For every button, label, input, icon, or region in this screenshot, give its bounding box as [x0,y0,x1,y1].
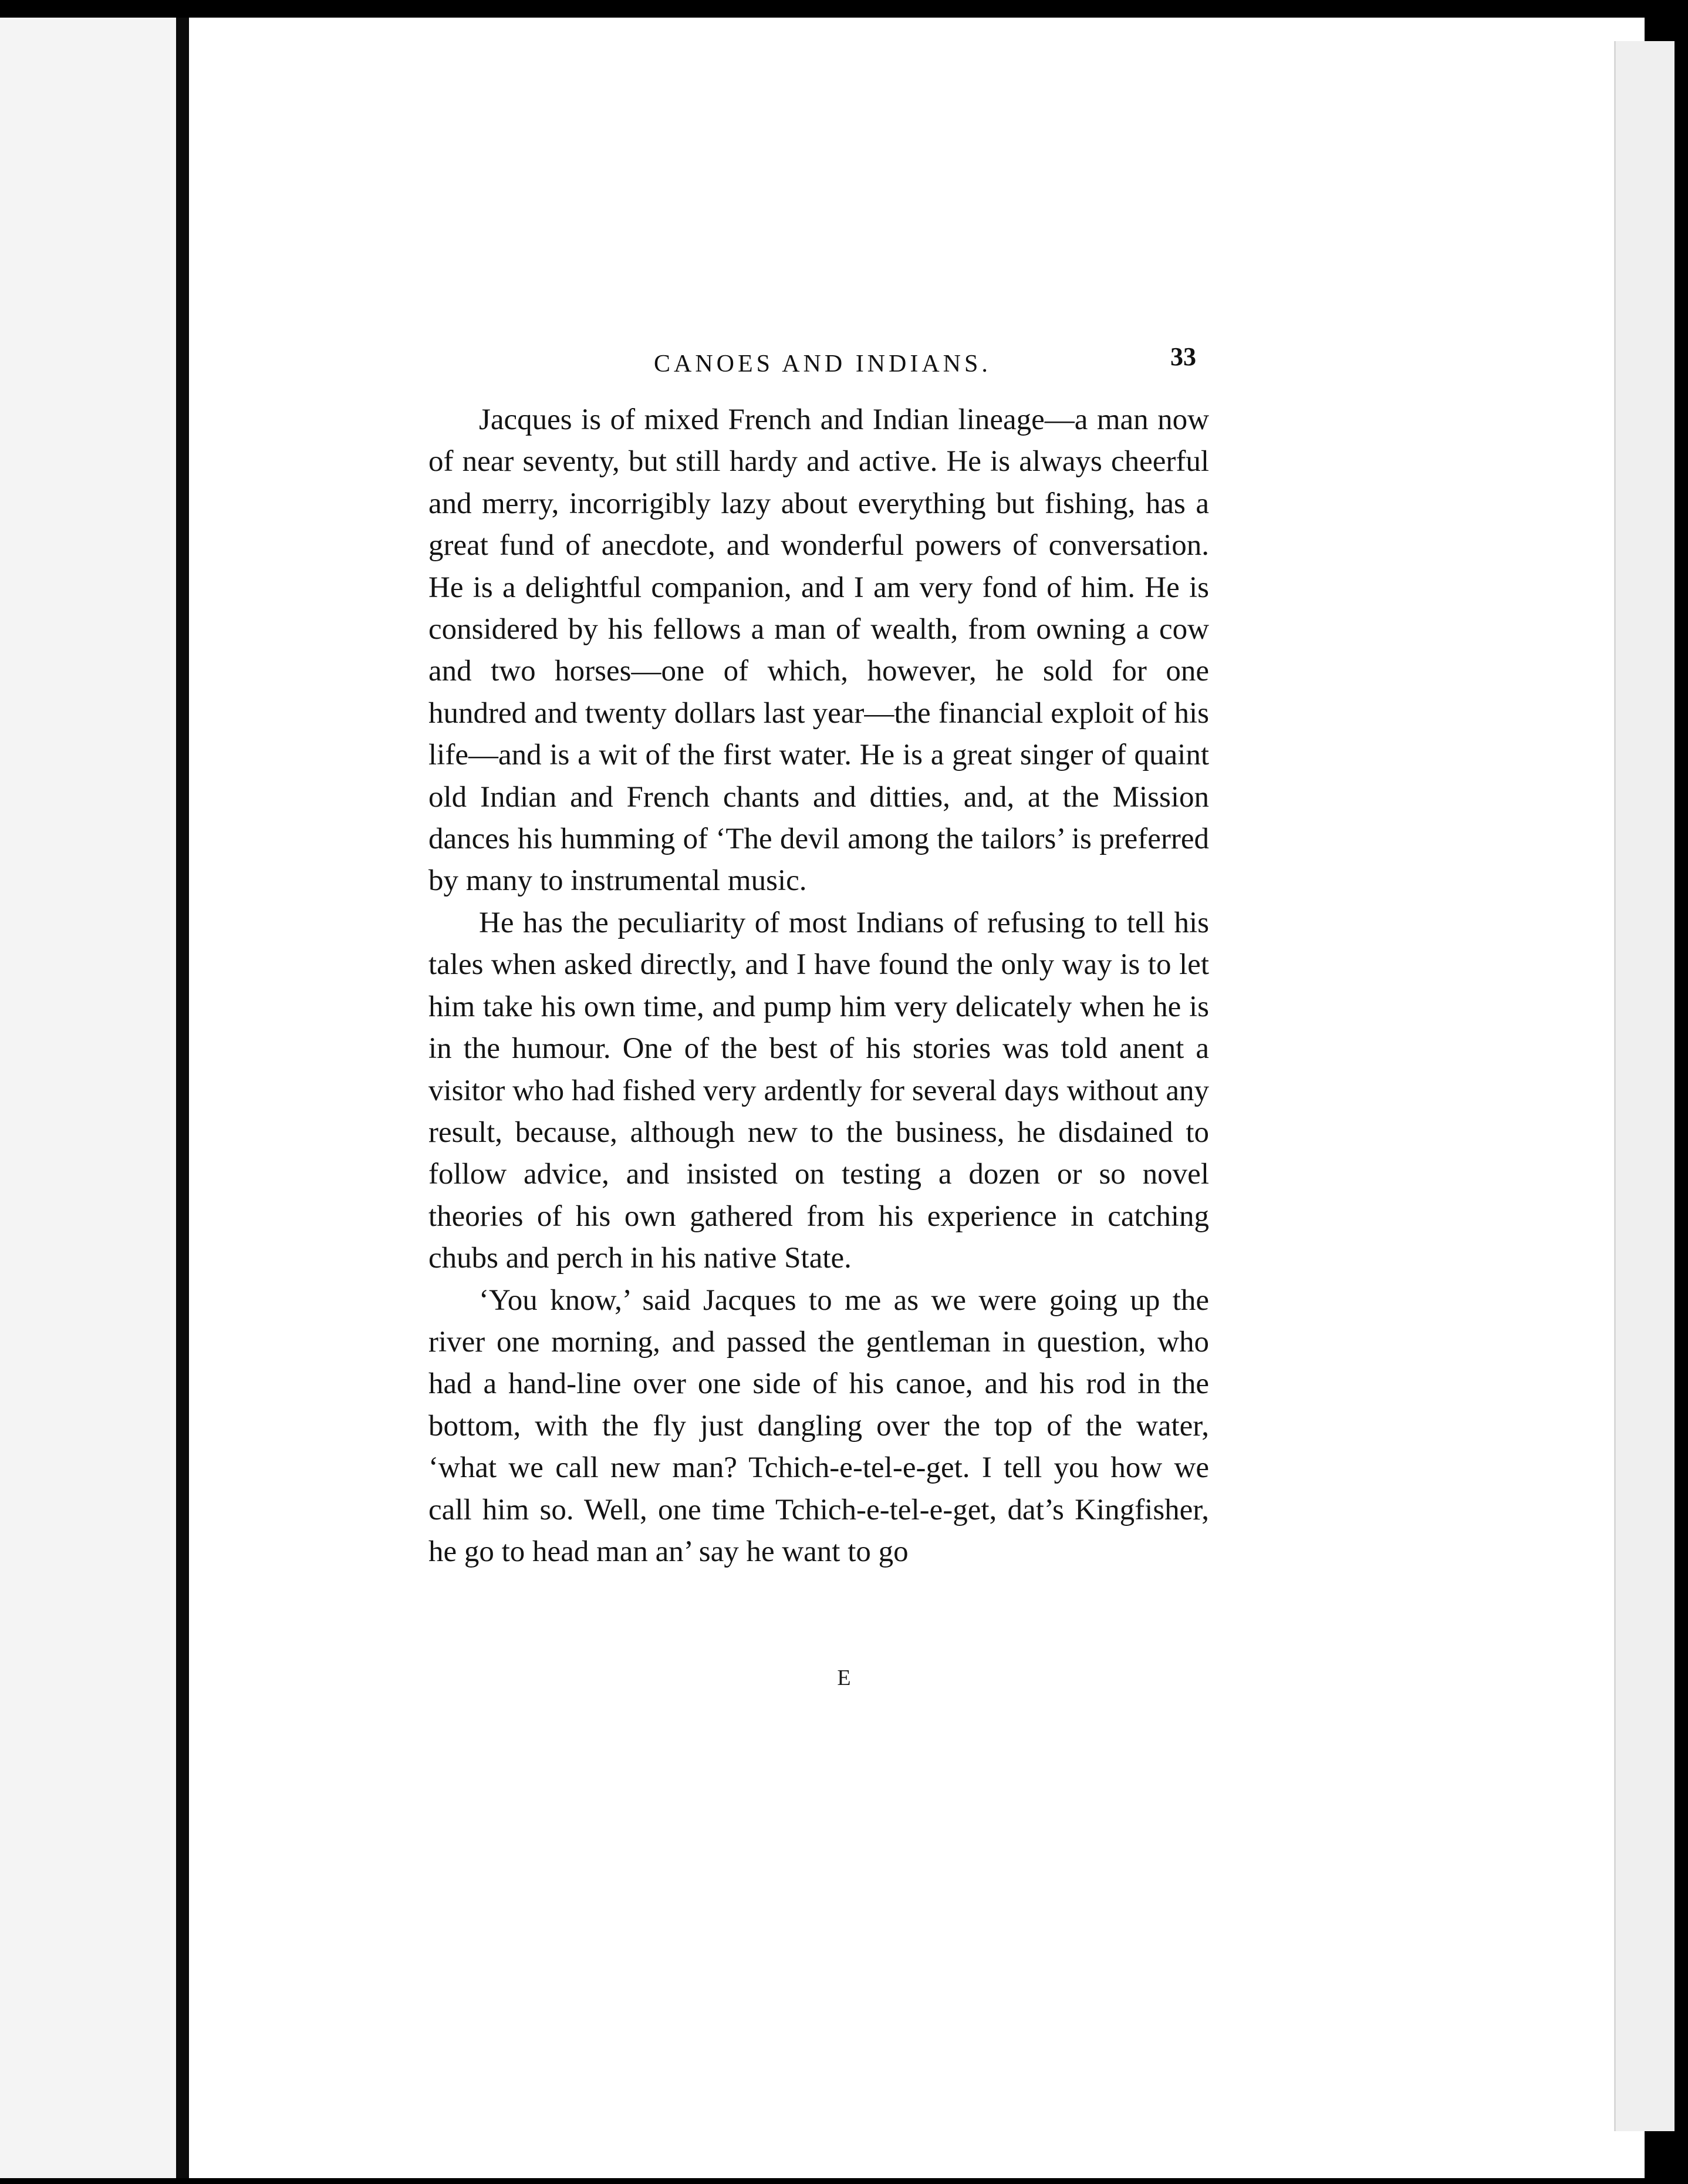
paragraph: ‘You know,’ said Jacques to me as we were going up the river one morning, and passed the gentleman in question, who had a hand-line over one side of his canoe, and his rod in the bottom, with the fly just dangling over the top of the water, ‘what we call new man? Tchich-e-tel-e-get. I tell you how we call him so. Well, one time Tchich-e-tel-e-get, dat’s Kingfisher, he go to head man an’ say he want to go [428,1283,1209,1568]
page-number: 33 [1170,342,1196,371]
running-head: CANOES AND INDIANS. [654,350,991,378]
body-text [428,399,1209,1573]
binding-gutter [176,18,189,2178]
facing-page-edge [0,18,176,2178]
signature-mark: E [837,1666,851,1690]
page-fore-edge [1614,41,1675,2131]
paragraph: He has the peculiarity of most Indians of refusing to tell his tales when asked directly, and I have found the only way is to let him take his own time, and pump him very delicately when he is in the humour. One of the best of his stories was told anent a visitor who had fished very ardently for several days without any result, because, although new to the business, he disdained to follow advice, and insisted on testing a dozen or so novel theories of his own gathered from his experience in catching chubs and perch in his native State. [428,906,1209,1275]
paragraph: Jacques is of mixed French and Indian lineage—a man now of near seventy, but still hardy and active. He is always cheerful and merry, incorrigibly lazy about everything but fishing, has a great fund of anecdote, and wonderful powers of conversation. He is a delightful companion, and I am very fond of him. He is considered by his fellows a man of wealth, from owning a cow and two horses—one of which, however, he sold for one hundred and twenty dollars last year—the financial exploit of his life—and is a wit of the first water. He is a great singer of quaint old Indian and French chants and ditties, and, at the Mission dances his humming of ‘The devil among the tailors’ is preferred by many to instrumental music. [428,403,1209,898]
